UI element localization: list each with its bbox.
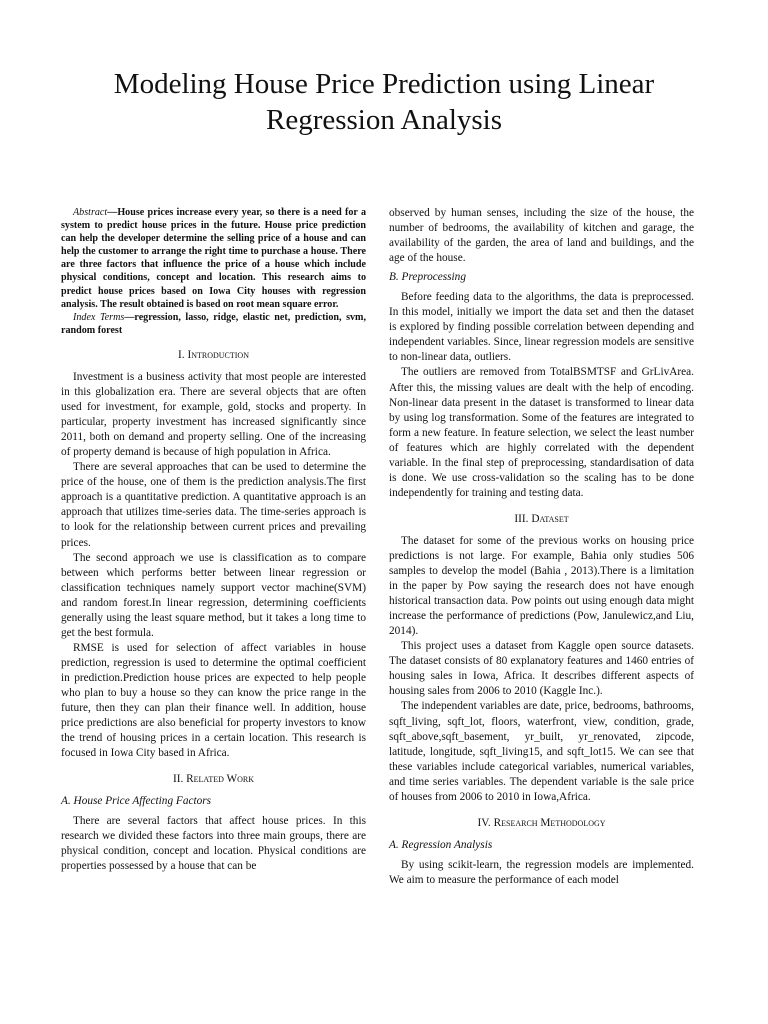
related-paragraph-continued: observed by human senses, including the size of the house, the number of bedrooms, the availability of kitchen and garage, the availability of the garden, the area of land and buildings, and the age of the house.	[389, 207, 694, 265]
abstract-text: —House prices increase every year, so there is a need for a system to predict house prices in the future. House price prediction can help the developer determine the selling price of a house and can help the customer to arrange the right time to purchase a house. There are three factors that influence the price of a house which include physical conditions, concept and location. This research aims to predict house prices based on Iowa City houses with regression analysis. The result obtained is based on root mean square error.	[61, 207, 366, 310]
section-heading-dataset	[389, 512, 694, 527]
intro-paragraph: Investment is a business activity that most people are interested in this globalization era. There are several objects that are often used for investment, for example, gold, stocks and property. In particular, property investment has increased significantly since 2011, both on demand and property selling. One of the increasing of property demand is because of high population in Africa.	[61, 370, 366, 459]
dataset-paragraph: The dataset for some of the previous works on housing price predictions is not large. For example, Bahia only studies 506 samples to develop the model (Bahia , 2013).There is a limitation in the paper by Pow saying the research does not have enough historical transaction data. Pow points out using enough data might increase the performance of predictions (Pow, Janulewicz,and Liu, 2014).	[389, 534, 694, 638]
section-number: II.	[172, 773, 184, 786]
right-column	[389, 206, 694, 888]
section-number: IV.	[477, 816, 491, 829]
section-title: Research Methodology	[493, 816, 606, 829]
section-title: Dataset	[531, 512, 569, 525]
section-heading-research-methodology	[389, 816, 694, 831]
index-terms	[61, 311, 366, 337]
intro-paragraph: The second approach we use is classification as to compare between which performs better between linear regression or classification techniques namely support vector machine(SVM) and random forest.In linear regression, determining coefficients generally using the least square method, but it takes a long time to get the best formula.	[61, 551, 366, 639]
section-heading-introduction	[61, 348, 366, 363]
paper-title: Modeling House Price Prediction using Linear Regression Analysis	[113, 68, 655, 136]
section-title: Related Work	[186, 773, 255, 786]
dataset-paragraph: The independent variables are date, price, bedrooms, bathrooms, sqft_living, sqft_lot, floors, waterfront, view, condition, grade, sqft_above,sqft_basement, yr_built, yr_renovated, zipcode, latitude, longitude, sqft_living15, and sqft_lot15. We can see that these variables include categorical variables, numerical variables, and time series variables. The dependent variable is the sale price of houses from 2006 to 2010 in Iowa,Africa.	[389, 700, 694, 803]
section-heading-related-work	[61, 772, 366, 787]
index-terms-text: —regression, lasso, ridge, elastic net, prediction, svm, random forest	[61, 311, 366, 336]
abstract-label: Abstract	[73, 207, 108, 218]
intro-paragraph: RMSE is used for selection of affect variables in house prediction, regression is used to determine the optimal coefficient in prediction.Prediction house prices are expected to help people who plan to buy a house so they can know the price range in the future, then they can plan their finance well. In addition, house price predictions are also beneficial for property investors to know the trend of housing prices in a certain location. This research is focused in Iowa City based in Africa.	[61, 641, 366, 760]
subsection-heading: A. Regression Analysis	[389, 838, 493, 851]
index-terms-label: Index Terms	[73, 311, 125, 323]
section-number: III.	[514, 512, 529, 525]
abstract	[61, 206, 366, 311]
left-column	[61, 206, 366, 874]
methodology-paragraph: By using scikit-learn, the regression models are implemented. We aim to measure the performance of each model	[389, 858, 694, 886]
subsection-heading: A. House Price Affecting Factors	[61, 795, 212, 808]
preprocessing-paragraph: Before feeding data to the algorithms, the data is preprocessed. In this model, initially we import the data set and then the dataset is explored by finding possible correlation between depending and independent variables. Since, linear regression models are sensitive to non-linear data, outliers.	[389, 291, 694, 364]
preprocessing-paragraph: The outliers are removed from TotalBSMTSF and GrLivArea. After this, the missing values are dealt with the help of encoding. Non-linear data present in the dataset is transformed to linear data by using log transformation. Some of the features are integrated to form a new feature. In feature selection, we select the least number of features which are highly correlated with the dependent variable. In the final step of preprocessing, standardisation of data is done. We use cross-validation so the scaling has to be done independently for training and testing data.	[389, 366, 694, 499]
section-number: I.	[178, 348, 185, 361]
dataset-paragraph: This project uses a dataset from Kaggle open source datasets. The dataset consists of 80 explanatory features and 1460 entries of housing sales in Iowa, Africa. It describes different aspects of housing sales from 2006 to 2010 (Kaggle Inc.).	[389, 640, 694, 698]
section-title: Introduction	[187, 348, 249, 361]
subsection-heading: B. Preprocessing	[389, 271, 466, 284]
intro-paragraph: There are several approaches that can be used to determine the price of the house, one of them is the prediction analysis.The first approach is a quantitative prediction. A quantitative approach is an approach that utilizes time-series data. The time-series approach is to look for the relationship between current prices and prevailing prices.	[61, 461, 366, 549]
related-paragraph: There are several factors that affect house prices. In this research we divided these factors into three main groups, there are physical condition, concept and location. Physical conditions are properties possessed by a house that can be	[61, 815, 366, 873]
